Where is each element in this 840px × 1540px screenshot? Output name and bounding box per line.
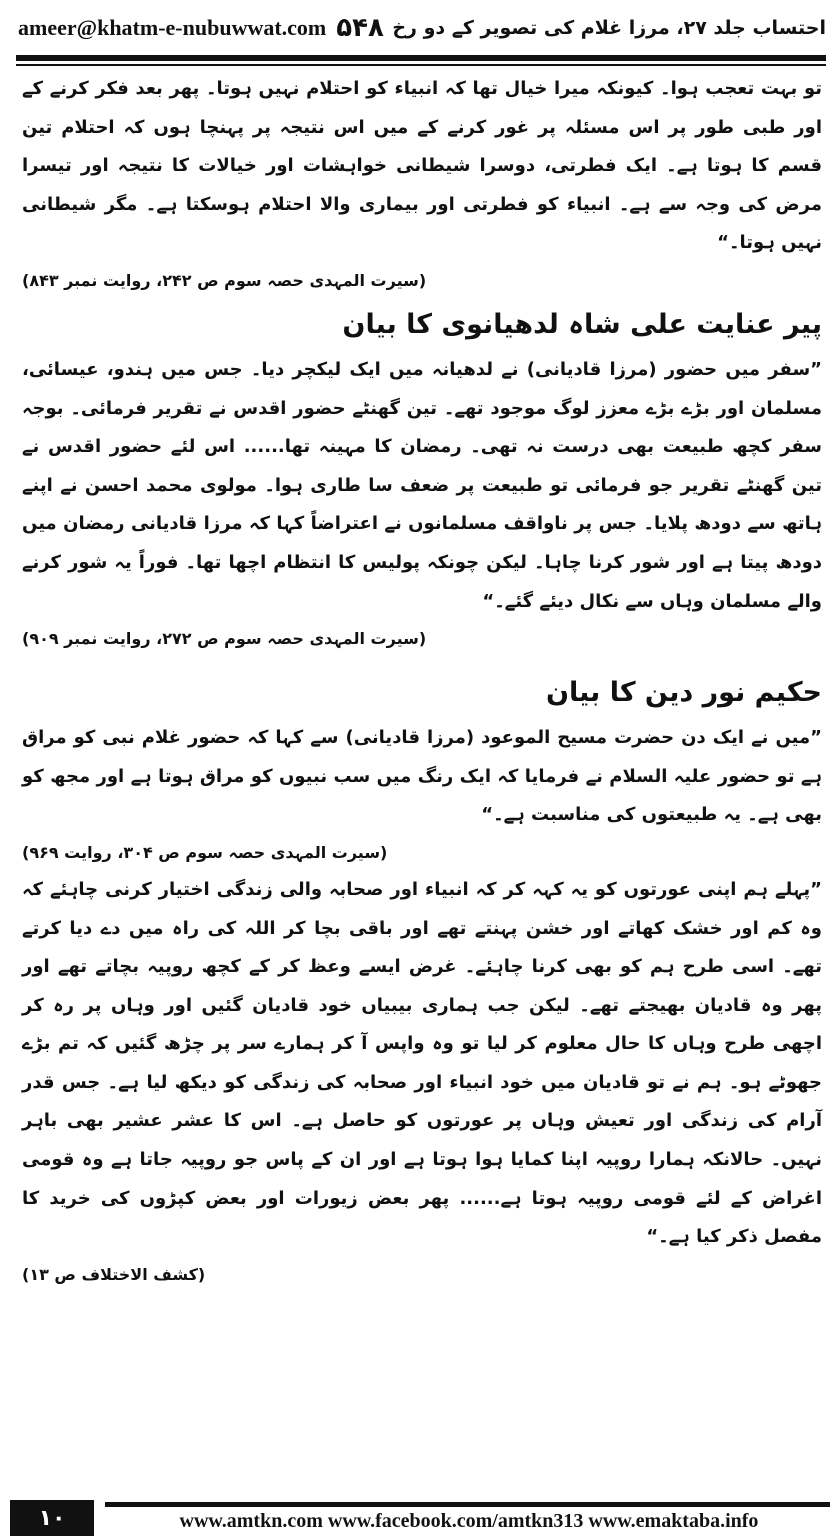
reference-2: (سیرت المہدی حصہ سوم ص ۲۷۲، روایت نمبر ۹۰۹) (22, 629, 427, 649)
section-heading-1: پیر عنایت علی شاہ لدھیانوی کا بیان (342, 308, 822, 340)
header-title: احتساب جلد ۲۷، مرزا غلام کی تصویر کے دو رخ (392, 17, 826, 39)
paragraph-3: ”میں نے ایک دن حضرت مسیح الموعود (مرزا قادیانی) سے کہا کہ حضور غلام نبی کو مراق ہے تو حضور علیہ السلام نے فرمایا کہ ایک رنگ میں سب نبیوں کو مراق ہوتا ہے اور مجھ کو بھی ہے۔ یہ طبیعتوں کی مناسبت ہے۔“ (22, 727, 822, 826)
paragraph-4: ”پہلے ہم اپنی عورتوں کو یہ کہہ کر کہ انبیاء اور صحابہ والی زندگی اختیار کرنی چاہئے کہ وہ کم اور خشک کھاتے اور خشن پہنتے تھے اور باقی بچا کر اللہ کی راہ میں دے دیا کرتے تھے۔ اسی طرح ہم کو بھی کرنا چاہئے۔ غرض ایسے وعظ کر کے کچھ روپیہ بچاتے تھے اور پھر وہ قادیان بھیجتے تھے۔ لیکن جب ہماری بیبیاں خود قادیان گئیں اور وہاں پر رہ کر اچھی طرح وہاں کا حال معلوم کر لیا تو وہ واپس آ کر ہمارے سر پر چڑھ گئیں کہ تم بڑے جھوٹے ہو۔ ہم نے تو قادیان میں خود انبیاء اور صحابہ کی زندگی کو دیکھ لیا ہے۔ جس قدر آرام کی زندگی اور تعیش وہاں پر عورتوں کو حاصل ہے۔ اس کا عشر عشیر بھی باہر نہیں۔ حالانکہ ہمارا روپیہ اپنا کمایا ہوا ہوتا ہے اور ان کے پاس جو روپیہ جاتا ہے وہ قومی اغراض کے لئے قومی روپیہ ہوتا ہے...... پھر بعض زیورات اور بعض کپڑوں کی خرید کا مفصل ذکر کیا ہے۔“ (22, 878, 822, 1248)
page-footer (10, 1500, 830, 1536)
section-heading-2: حکیم نور دین کا بیان (545, 677, 822, 709)
header-rule-thin (16, 64, 826, 66)
header-email: ameer@khatm-e-nubuwwat.com (18, 15, 327, 40)
spacer (22, 657, 822, 667)
page-body (22, 70, 822, 1293)
footer-page-box: ۱۰ (10, 1500, 94, 1536)
header-left (18, 13, 384, 43)
reference-3: (سیرت المہدی حصہ سوم ص ۳۰۴، روایت ۹۶۹) (22, 842, 388, 862)
header-rule-thick (16, 55, 826, 61)
header-page-number: ۵۴۸ (336, 13, 384, 43)
paragraph-2: ”سفر میں حضور (مرزا قادیانی) نے لدھیانہ میں ایک لیکچر دیا۔ جس میں ہندو، عیسائی، مسلمان اور بڑے بڑے معزز لوگ موجود تھے۔ تین گھنٹے حضور اقدس نے تقریر فرمائی۔ بوجہ سفر کچھ طبیعت بھی درست نہ تھی۔ رمضان کا مہینہ تھا...... اس لئے حضور اقدس نے تین گھنٹے تقریر جو فرمائی تو طبیعت پر ضعف سا طاری ہوا۔ مولوی محمد احسن نے اپنے ہاتھ سے دودھ پلایا۔ جس پر ناواقف مسلمانوں نے اعتراضاً کہا کہ مرزا قادیانی رمضان میں دودھ پیتا ہے اور شور کرنا چاہا۔ لیکن چونکہ پولیس کا انتظام اچھا تھا۔ فوراً یہ شور کرنے والے مسلمان وہاں سے نکال دیئے گئے۔“ (22, 358, 822, 612)
reference-1: (سیرت المہدی حصہ سوم ص ۲۴۲، روایت نمبر ۸۴۳) (22, 270, 427, 290)
footer-links: www.amtkn.com www.facebook.com/amtkn313 www.emaktaba.info (179, 1510, 759, 1532)
footer-rule (105, 1502, 830, 1507)
page-header (18, 8, 826, 48)
reference-4: (کشف الاختلاف ص ۱۳) (22, 1264, 206, 1284)
paragraph-1: تو بہت تعجب ہوا۔ کیونکہ میرا خیال تھا کہ انبیاء کو احتلام نہیں ہوتا۔ پھر بعد فکر کرنے کے اور طبی طور پر اس مسئلہ پر غور کرنے کے میں اس نتیجہ پر پہنچا ہوں کہ احتلام تین قسم کا ہوتا ہے۔ ایک فطرتی، دوسرا شیطانی خواہشات اور خیالات کا نتیجہ اور تیسرا مرض کی وجہ سے ہے۔ انبیاء کو فطرتی اور بیماری والا احتلام ہوسکتا ہے۔ مگر شیطانی نہیں ہوتا۔“ (22, 78, 822, 254)
